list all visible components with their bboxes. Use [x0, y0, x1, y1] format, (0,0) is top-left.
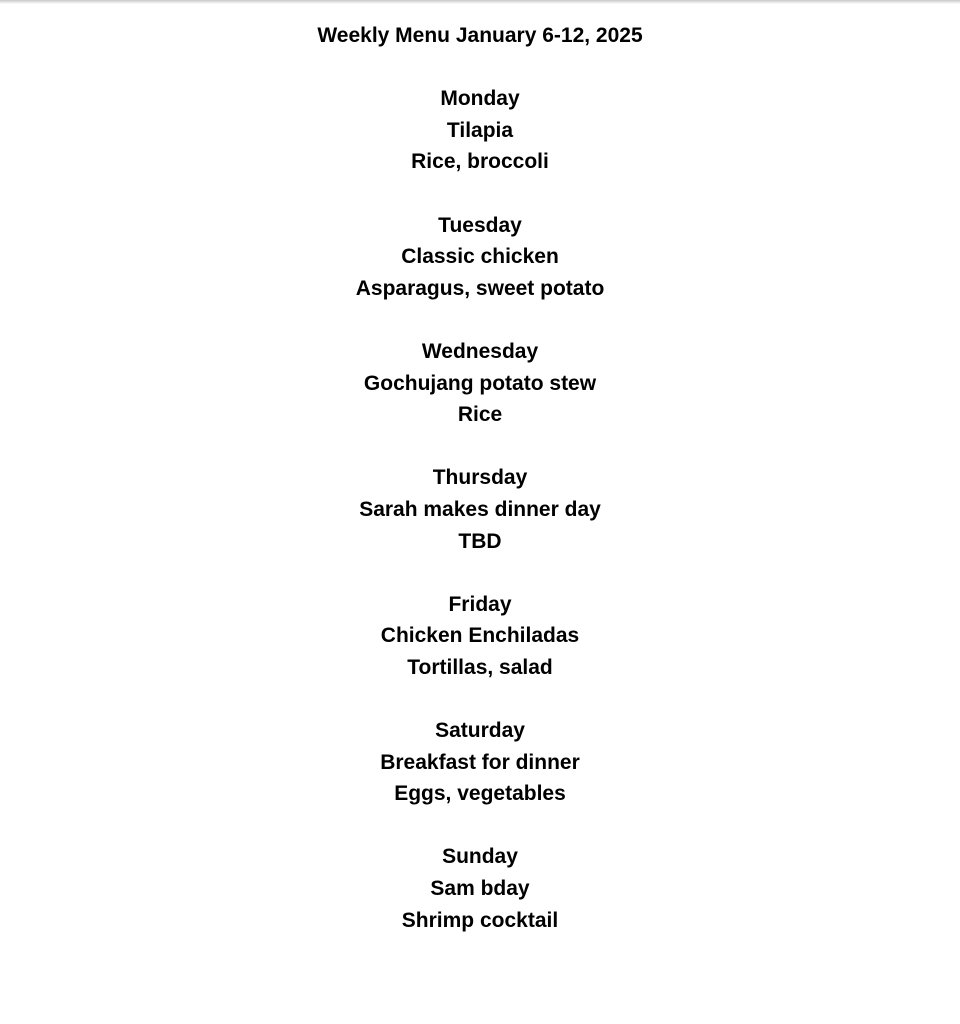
day-name: Tuesday	[438, 213, 522, 237]
side-dishes: Rice, broccoli	[411, 150, 549, 174]
side-dishes: Tortillas, salad	[407, 655, 553, 679]
day-name: Sunday	[442, 845, 518, 869]
side-dishes: Asparagus, sweet potato	[355, 276, 605, 300]
main-dish: Classic chicken	[401, 245, 559, 269]
day-block-monday	[0, 83, 960, 178]
main-dish: Gochujang potato stew	[363, 371, 597, 395]
day-block-friday	[0, 589, 960, 684]
day-name: Monday	[440, 87, 520, 111]
side-dishes: TBD	[458, 529, 502, 553]
main-dish: Sarah makes dinner day	[359, 497, 601, 521]
main-dish: Breakfast for dinner	[380, 750, 580, 774]
top-edge-shadow	[0, 0, 960, 4]
day-block-thursday	[0, 462, 960, 557]
day-block-tuesday	[0, 210, 960, 305]
side-dishes: Eggs, vegetables	[394, 782, 566, 806]
day-name: Saturday	[435, 719, 525, 743]
day-block-sunday	[0, 841, 960, 936]
side-dishes: Shrimp cocktail	[401, 908, 559, 932]
day-name: Friday	[448, 592, 512, 616]
main-dish: Tilapia	[446, 118, 514, 142]
day-block-wednesday	[0, 336, 960, 431]
menu-document	[0, 20, 960, 968]
day-name: Wednesday	[421, 339, 539, 363]
day-block-saturday	[0, 715, 960, 810]
day-name: Thursday	[432, 466, 528, 490]
main-dish: Chicken Enchiladas	[380, 624, 580, 648]
main-dish: Sam bday	[430, 877, 530, 901]
side-dishes: Rice	[457, 403, 503, 427]
page-title: Weekly Menu January 6-12, 2025	[317, 24, 643, 47]
